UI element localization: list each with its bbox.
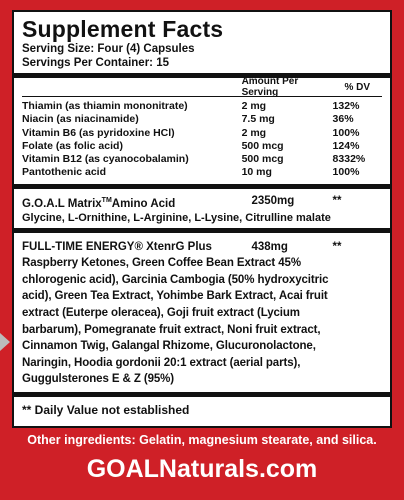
nutrient-dv: 132% (332, 100, 360, 112)
energy-ingredient-line: Raspberry Ketones, Green Coffee Bean Extract 45% (22, 257, 301, 270)
energy-blend-dv: ** (332, 240, 342, 253)
nutrient-name: Vitamin B6 (as pyridoxine HCl) (22, 126, 175, 139)
energy-ingredient-line: Naringin, Hoodia gordonii 20:1 extract (aerial parts), (22, 356, 301, 369)
nutrient-dv: 124% (332, 139, 360, 152)
nutrient-dv: 100% (332, 126, 360, 139)
side-arrow-decoration (0, 333, 10, 351)
goal-matrix-dv: ** (332, 194, 342, 207)
nutrient-name: Folate (as folic acid) (22, 139, 123, 152)
nutrient-dv: 36% (332, 113, 354, 126)
divider-thick (14, 228, 390, 233)
nutrient-rows (22, 100, 382, 180)
nutrient-name: Vitamin B12 (as cyanocobalamin) (22, 153, 189, 166)
other-ingredients: Other ingredients: Gelatin, magnesium stearate, and silica. (27, 433, 377, 447)
table-row (22, 140, 382, 153)
energy-blend-amount: 438mg (251, 240, 288, 253)
nutrient-dv: 100% (332, 166, 360, 179)
energy-ingredient-line: barbarum), Pomegranate fruit extract, Noni fruit extract, (22, 323, 321, 336)
nutrient-name: Pantothenic acid (22, 166, 107, 179)
nutrient-amount: 500 mcg (241, 139, 284, 152)
nutrient-amount: 7.5 mg (241, 113, 275, 126)
daily-value-note: ** Daily Value not established (22, 402, 190, 417)
goal-matrix-name: G.O.A.L Matrix™Amino Acid (22, 196, 176, 210)
energy-blend-section (22, 239, 382, 388)
table-row (22, 166, 382, 179)
dv-header: % DV (344, 81, 371, 93)
energy-ingredient-line: Cinnamon Twig, Galangal Rhizome, Glucuronolactone, (22, 340, 316, 353)
panel-title: Supplement Facts (22, 16, 224, 42)
serving-size: Serving Size: Four (4) Capsules (22, 43, 195, 55)
column-header (22, 76, 382, 98)
amount-header: Amount Per Serving (241, 76, 299, 98)
nutrient-dv: 8332% (332, 153, 366, 166)
energy-blend-name: FULL-TIME ENERGY® XtenrG Plus (22, 240, 212, 253)
nutrient-amount: 10 mg (241, 166, 272, 179)
table-row (22, 153, 382, 166)
divider-thick (14, 73, 390, 78)
table-row (22, 100, 382, 113)
nutrient-amount: 2 mg (241, 100, 267, 112)
servings-per-container: Servings Per Container: 15 (22, 57, 169, 69)
divider-thick (14, 184, 390, 189)
website-url: GOALNaturals.com (86, 455, 318, 483)
energy-ingredient-line: Guggulsterones E & Z (95%) (22, 373, 175, 386)
supplement-facts-panel (12, 10, 392, 428)
energy-ingredient-line: chlorogenic acid), Garcinia Cambogia (50% hydroxycitric (22, 273, 329, 286)
goal-matrix-section (22, 194, 382, 225)
goal-matrix-ingredients: Glycine, L-Ornithine, L-Arginine, L-Lysine, Citrulline malate (22, 211, 331, 224)
nutrient-name: Niacin (as niacinamide) (22, 113, 139, 126)
divider-thick (14, 392, 390, 397)
nutrient-name: Thiamin (as thiamin mononitrate) (22, 100, 188, 112)
energy-ingredient-line: extract (Euterpe oleracea), Goji fruit extract (Lycium (22, 306, 300, 319)
table-row (22, 113, 382, 126)
nutrient-amount: 500 mcg (241, 153, 284, 166)
energy-ingredient-line: acid), Green Tea Extract, Yohimbe Bark Extract, Acai fruit (22, 290, 328, 303)
goal-matrix-amount: 2350mg (251, 194, 295, 207)
nutrient-amount: 2 mg (241, 126, 267, 139)
table-row (22, 127, 382, 140)
